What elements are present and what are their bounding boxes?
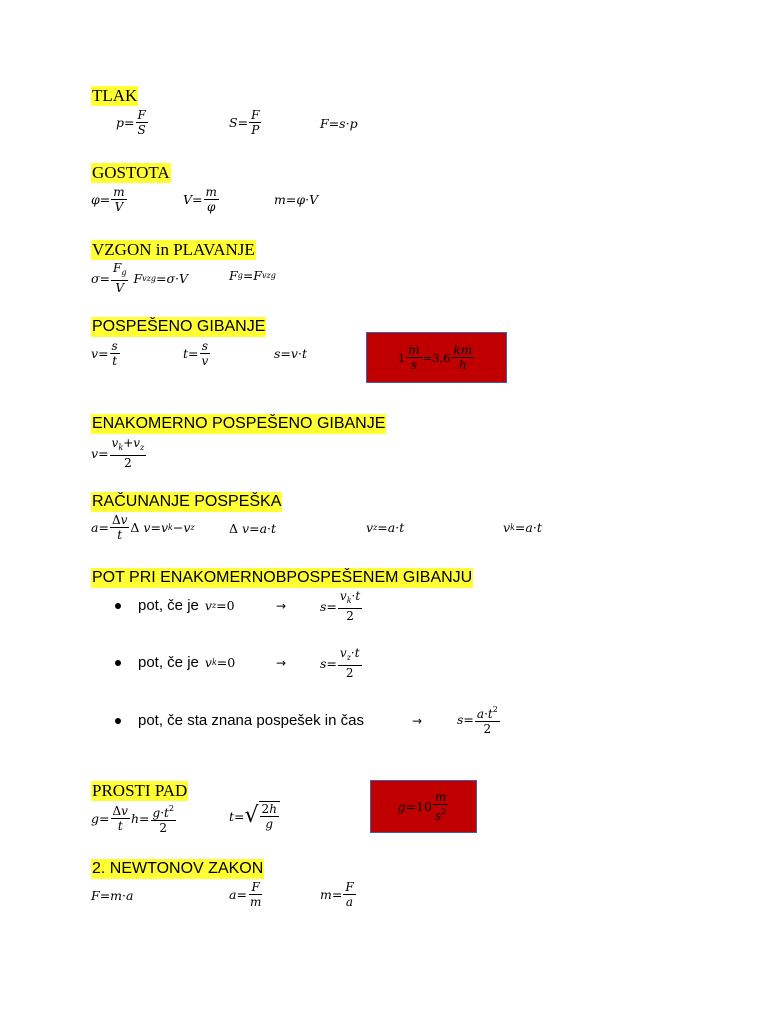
heading-newton: 2. NEWTONOV ZAKON xyxy=(92,860,264,877)
heading-racunanje: RAČUNANJE POSPEŠKA xyxy=(92,493,282,510)
unit-conversion-box xyxy=(366,332,507,383)
formula-area: S = $\frac{F}{P}$ xyxy=(229,108,260,137)
heading-tlak: TLAK xyxy=(92,86,138,105)
heading-gostota: GOSTOTA xyxy=(92,163,170,182)
formula-delta-v: Δ v = a · t xyxy=(229,521,277,536)
heading-prosti-pad: PROSTI PAD xyxy=(92,781,188,800)
formula-time: t = $\frac{s}{v}$ xyxy=(183,339,209,368)
bullet-text: pot, če je xyxy=(138,597,199,614)
formula-mass: m = φ · V xyxy=(274,192,319,207)
formula-newton-accel: a = $\frac{F}{m}$ xyxy=(229,880,262,909)
bullet-icon xyxy=(115,718,121,724)
heading-vzgon: VZGON in PLAVANJE xyxy=(92,240,255,259)
arrow-icon: → xyxy=(276,599,287,613)
heading-pospeseno: POSPEŠENO GIBANJE xyxy=(92,318,266,335)
gravity-box xyxy=(370,780,477,833)
formula-speed: v = $\frac{s}{t}$ xyxy=(91,339,118,368)
formula-newton-mass: m = $\frac{F}{a}$ xyxy=(320,880,354,909)
formula-density: φ = $\frac{m}{V}$ xyxy=(91,185,125,214)
formula-newton-force: F = m · a xyxy=(91,888,134,903)
formula-volume: V = $\frac{m}{\varphi}$ xyxy=(183,185,217,214)
condition-vk-zero: v k =0 xyxy=(204,655,236,670)
formula-sigma: σ = $\frac{F_g}{V}$ F vzg = σ · V xyxy=(91,261,189,295)
condition-vz-zero: v z =0 xyxy=(204,598,235,613)
formula-fall-time: t = √ $\frac{2h}{g}$ xyxy=(229,801,280,831)
bullet-text: pot, če je xyxy=(138,654,199,671)
list-item xyxy=(115,654,235,671)
formula-path-3: s = $\frac{a\cdot t^2}{2}$ xyxy=(457,705,498,736)
formula-acceleration: a = $\frac{\Delta v}{t}$ Δ v = v k − v z xyxy=(91,513,195,542)
formula-path-1: s = $\frac{v_k\cdot t}{2}$ xyxy=(320,589,361,623)
formula-buoyancy: F g = F vzg xyxy=(229,268,276,283)
formula-pressure: p = $\frac{F}{S}$ xyxy=(116,108,146,137)
heading-pot: POT PRI ENAKOMERNOBPOSPEŠENEM GIBANJU xyxy=(92,569,473,586)
formula-gravity: g =10 $\frac{m}{s^2}$ xyxy=(397,790,447,823)
formula-free-fall: g = $\frac{\Delta v}{t}$ h = $\frac{g\cdot t^2}{2}$ xyxy=(91,804,174,835)
list-item xyxy=(115,597,235,614)
arrow-icon: → xyxy=(412,714,423,728)
bullet-icon xyxy=(115,660,121,666)
formula-vz: v z = a · t xyxy=(366,520,405,535)
formula-distance: s = v · t xyxy=(274,346,307,361)
list-item xyxy=(115,712,364,729)
formula-path-2: s = $\frac{v_z\cdot t}{2}$ xyxy=(320,646,360,680)
bullet-icon xyxy=(115,603,121,609)
formula-avg-speed: v = $\frac{v_k+v_z}{2}$ xyxy=(91,436,145,470)
arrow-icon: → xyxy=(276,656,287,670)
formula-vk: v k = a · t xyxy=(503,520,542,535)
heading-enakomerno: ENAKOMERNO POSPEŠENO GIBANJE xyxy=(92,415,386,432)
bullet-text: pot, če sta znana pospešek in čas xyxy=(138,712,364,729)
formula-unit-conversion: 1 $\frac{m}{s}$ =3,6 $\frac{km}{h}$ xyxy=(397,343,473,372)
formula-force: F = s · p xyxy=(320,116,358,131)
